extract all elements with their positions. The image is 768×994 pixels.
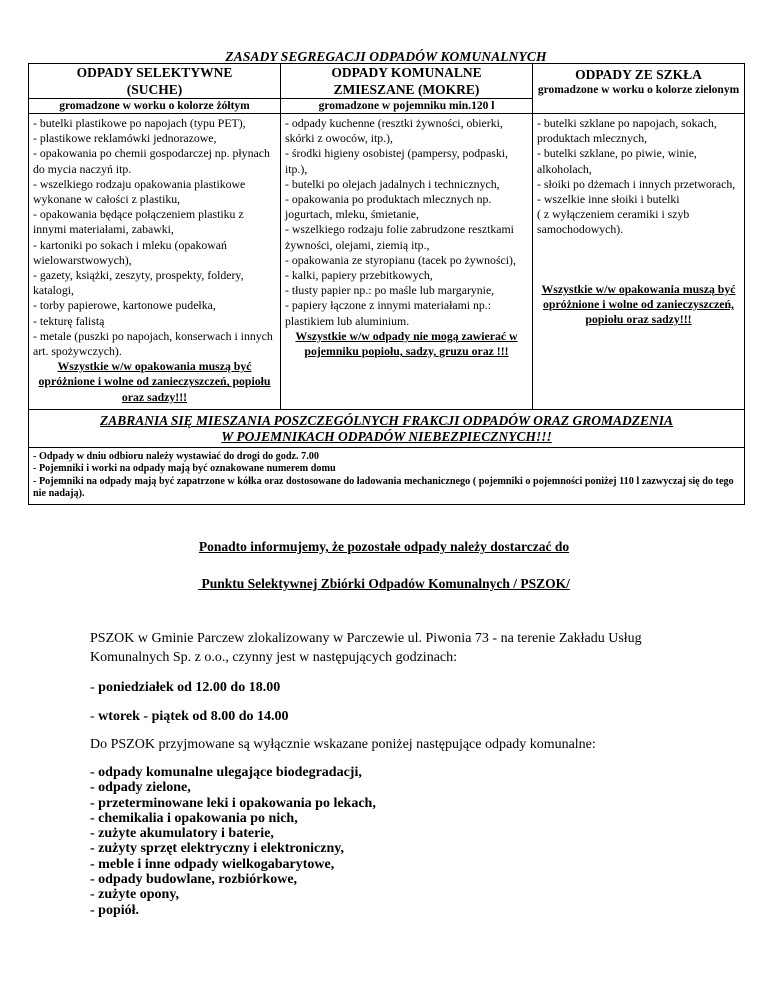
- warning-selective: Wszystkie w/w opakowania muszą być opróżnione i wolne od zanieczyszczeń, popiołu oraz sadzy!!!: [38, 359, 271, 404]
- list-item: - opakowania ze styropianu (tacek po żywności),: [285, 252, 516, 267]
- pszok-name: Punktu Selektywnej Zbiórki Odpadów Komunalnych / PSZOK/: [198, 576, 570, 591]
- list-item: - odpady zielone,: [90, 780, 191, 796]
- ban-line1: ZABRANIA SIĘ MIESZANIA POSZCZEGÓLNYCH FRAKCJI ODPADÓW ORAZ GROMADZENIA: [99, 412, 673, 428]
- list-item: - papiery łączone z innymi materiałami np.: plastikiem lub aluminium.: [285, 298, 492, 328]
- list-item: - kartoniki po sokach i mleku (opakowań wielowarstwowych),: [33, 237, 227, 267]
- info-line: Ponadto informujemy, że pozostałe odpady należy dostarczać do: [198, 539, 570, 554]
- list-item: - plastikowe reklamówki jednorazowe,: [33, 131, 217, 146]
- column-mixed: [281, 114, 533, 410]
- list-item: - zużyte opony,: [90, 887, 180, 903]
- hours-prefix: -: [90, 709, 99, 724]
- list-item: - opakowania po chemii gospodarczej np. płynach do mycia naczyń itp.: [33, 146, 270, 176]
- ban-notice: [29, 409, 745, 447]
- ban-line2: W POJEMNIKACH ODPADÓW NIEBEZPIECZNYCH!!!: [221, 428, 552, 444]
- list-item: - zużyte akumulatory i baterie,: [90, 826, 274, 842]
- list-item: - odpady budowlane, rozbiórkowe,: [90, 872, 298, 888]
- page-title: ZASADY SEGREGACJI ODPADÓW KOMUNALNYCH: [225, 49, 547, 64]
- header-selective: [29, 64, 281, 99]
- list-item: - opakowania po produktach mlecznych np. jogurtach, mleku, śmietanie,: [285, 192, 492, 222]
- list-item: - butelki po olejach jadalnych i technicznych,: [285, 176, 500, 191]
- note-item: - Pojemniki na odpady mają być zapatrzone w kółka oraz dostosowane do ładowania mechanicznego ( pojemniki o pojemności poniżej 110 l zazwyczaj się do tego nie nadają).: [33, 475, 734, 500]
- list-item: - chemikalia i opakowania po nich,: [90, 810, 298, 826]
- accepted-intro: Do PSZOK przyjmowane są wyłącznie wskazane poniżej następujące odpady komunalne:: [90, 737, 596, 752]
- list-item: - wszelkiego rodzaju opakowania plastikowe wykonane w całości z plastiku,: [33, 176, 246, 207]
- header-selective-line2: (SUCHE): [126, 82, 183, 97]
- list-item: - butelki plastikowe po napojach (typu PET),: [33, 116, 246, 130]
- header-mixed-line1: ODPADY KOMUNALNE: [331, 65, 482, 80]
- pszok-description: PSZOK w Gminie Parczew zlokalizowany w Parczewie ul. Piwonia 73 - na terenie Zakładu Usług Komunalnych Sp. z o.o., czynny jest w następujących godzinach:: [90, 631, 642, 665]
- hours-text: wtorek - piątek od 8.00 do 14.00: [98, 709, 289, 724]
- note-item: - Odpady w dniu odbioru należy wystawiać do drogi do godz. 7.00: [33, 450, 319, 462]
- list-item: - butelki szklane, po piwie, winie, alkoholach,: [537, 146, 697, 176]
- accepted-list: [90, 765, 376, 918]
- notes-box: [29, 447, 745, 504]
- list-item: - słoiki po dżemach i innych przetworach,: [537, 176, 736, 191]
- column-glass: [533, 114, 745, 410]
- list-item: - metale (puszki po napojach, konserwach i innych art. spożywczych).: [33, 328, 273, 359]
- hours-prefix: -: [90, 680, 99, 695]
- list-item: - kalki, papiery przebitkowych,: [285, 268, 433, 283]
- list-item: - meble i inne odpady wielkogabarytowe,: [90, 856, 335, 872]
- hours-text: poniedziałek od 12.00 do 18.00: [98, 680, 281, 695]
- list-item: ( z wyłączeniem ceramiki i szyb samochodowych).: [537, 207, 690, 237]
- warning-glass: Wszystkie w/w opakowania muszą być opróżnione i wolne od zanieczyszczeń, popiołu oraz sadzy!!!: [541, 281, 736, 327]
- subheader-glass: gromadzone w worku o kolorze zielonym: [537, 84, 740, 96]
- list-item: - tekturę falistą: [33, 313, 105, 328]
- note-item: - Pojemniki i worki na odpady mają być oznakowane numerem domu: [33, 463, 336, 475]
- list-item: - gazety, książki, zeszyty, prospekty, foldery, katalogi,: [33, 268, 244, 298]
- header-glass: [533, 64, 745, 114]
- hours-monday: [90, 679, 280, 697]
- list-item: - tłusty papier np.: po maśle lub margarynie,: [285, 283, 495, 298]
- segregation-table: [28, 63, 745, 505]
- warning-mixed: Wszystkie w/w odpady nie mogą zawierać w pojemniku popiołu, sadzy, gruzu oraz !!!: [295, 328, 518, 359]
- list-item: - zużyty sprzęt elektryczny i elektroniczny,: [90, 841, 345, 857]
- list-item: - butelki szklane po napojach, sokach, produktach mlecznych,: [537, 116, 717, 146]
- header-mixed: [281, 64, 533, 99]
- list-item: - wszelkie inne słoiki i butelki: [537, 192, 680, 207]
- header-glass-line1: ODPADY ZE SZKŁA: [575, 67, 702, 82]
- list-item: - opakowania będące połączeniem plastiku z innymi materiałami, zabawki,: [33, 207, 244, 237]
- hours-tue-fri: [90, 708, 288, 726]
- subheader-mixed: gromadzone w pojemniku min.120 l: [281, 99, 533, 114]
- list-item: - odpady kuchenne (resztki żywności, obierki, skórki z owoców, itp.),: [285, 116, 503, 146]
- header-selective-line1: ODPADY SELEKTYWNE: [76, 65, 233, 80]
- list-item: - przeterminowane leki i opakowania po lekach,: [90, 795, 376, 811]
- subheader-selective: gromadzone w worku o kolorze żółtym: [29, 99, 281, 114]
- list-item: - wszelkiego rodzaju folie zabrudzone resztkami żywności, olejami, ziemią itp.,: [285, 222, 514, 252]
- list-item: - popiół.: [90, 902, 140, 918]
- list-item: - odpady komunalne ulegające biodegradacji,: [90, 765, 362, 780]
- list-item: - środki higieny osobistej (pampersy, podpaski, itp.),: [285, 146, 509, 176]
- header-mixed-line2: ZMIESZANE (MOKRE): [333, 82, 480, 97]
- list-item: - torby papierowe, kartonowe pudełka,: [33, 298, 216, 313]
- column-selective: [29, 114, 281, 410]
